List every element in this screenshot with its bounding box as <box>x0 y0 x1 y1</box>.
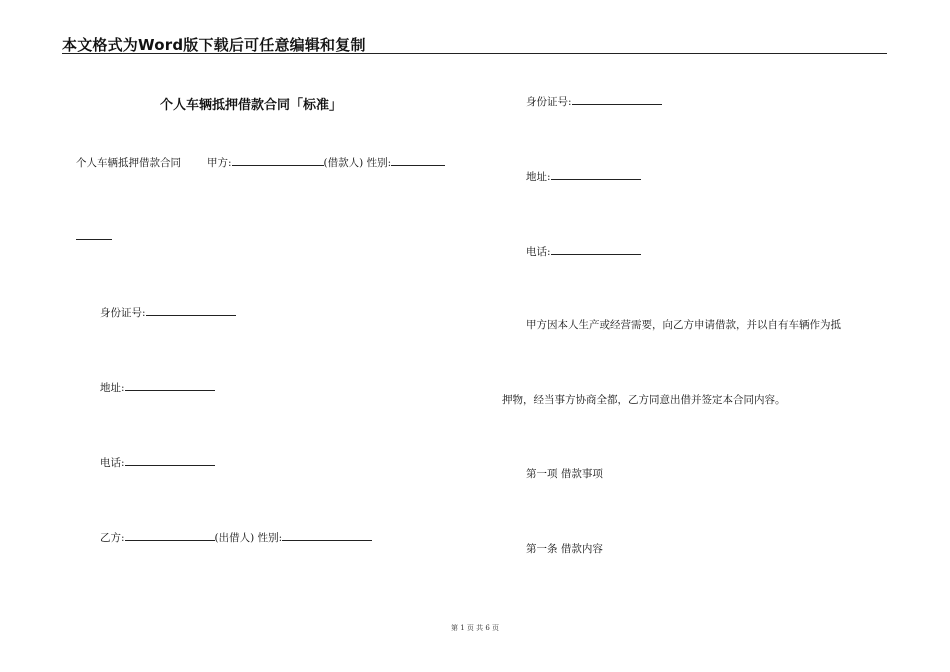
contract-intro: 个人车辆抵押借款合同 <box>76 157 181 169</box>
party-a-id-line <box>100 304 236 320</box>
party-b-address-line <box>526 168 641 184</box>
section-heading: 第一项 借款事项 <box>526 468 603 480</box>
phone-label-b: 电话: <box>526 246 551 258</box>
header-divider <box>62 53 887 54</box>
address-blank <box>125 379 215 391</box>
id-label-b: 身份证号: <box>526 96 572 108</box>
lender-label: (出借人) <box>214 532 255 544</box>
paragraph-line-1: 甲方因本人生产或经营需要，向乙方申请借款，并以自有车辆作为抵 <box>526 319 841 331</box>
address-label-b: 地址: <box>526 171 551 183</box>
id-blank-b <box>572 93 662 105</box>
page-indicator: 第 1 页 共 6 页 <box>450 624 500 632</box>
gender-blank-b <box>282 529 372 541</box>
party-a-line <box>76 154 445 170</box>
party-a-name-blank <box>232 154 324 166</box>
party-a-label: 甲方: <box>207 157 232 169</box>
party-b-name-blank <box>125 529 215 541</box>
address-label: 地址: <box>100 382 125 394</box>
phone-blank-b <box>551 243 641 255</box>
borrower-label: (借款人) <box>323 157 364 169</box>
party-b-line <box>100 529 372 545</box>
gender-label-b: 性别: <box>257 532 283 544</box>
header-banner: 本文格式为Word版下载后可任意编辑和复制 <box>62 36 366 54</box>
paragraph-line-2: 押物，经当事方协商全都，乙方同意出借并签定本合同内容。 <box>502 394 786 406</box>
document-title: 个人车辆抵押借款合同「标准」 <box>160 98 343 113</box>
party-b-label: 乙方: <box>100 532 125 544</box>
id-label: 身份证号: <box>100 307 146 319</box>
article-heading: 第一条 借款内容 <box>526 543 603 555</box>
gender-blank <box>391 154 445 166</box>
gender-blank-continuation <box>76 228 112 240</box>
party-b-phone-line <box>526 243 641 259</box>
address-blank-b <box>551 168 641 180</box>
party-b-id-line <box>526 93 662 109</box>
party-a-continuation <box>76 228 112 244</box>
party-a-phone-line <box>100 454 215 470</box>
phone-blank <box>125 454 215 466</box>
party-a-address-line <box>100 379 215 395</box>
gender-label: 性别: <box>366 157 392 169</box>
id-blank <box>146 304 236 316</box>
phone-label: 电话: <box>100 457 125 469</box>
